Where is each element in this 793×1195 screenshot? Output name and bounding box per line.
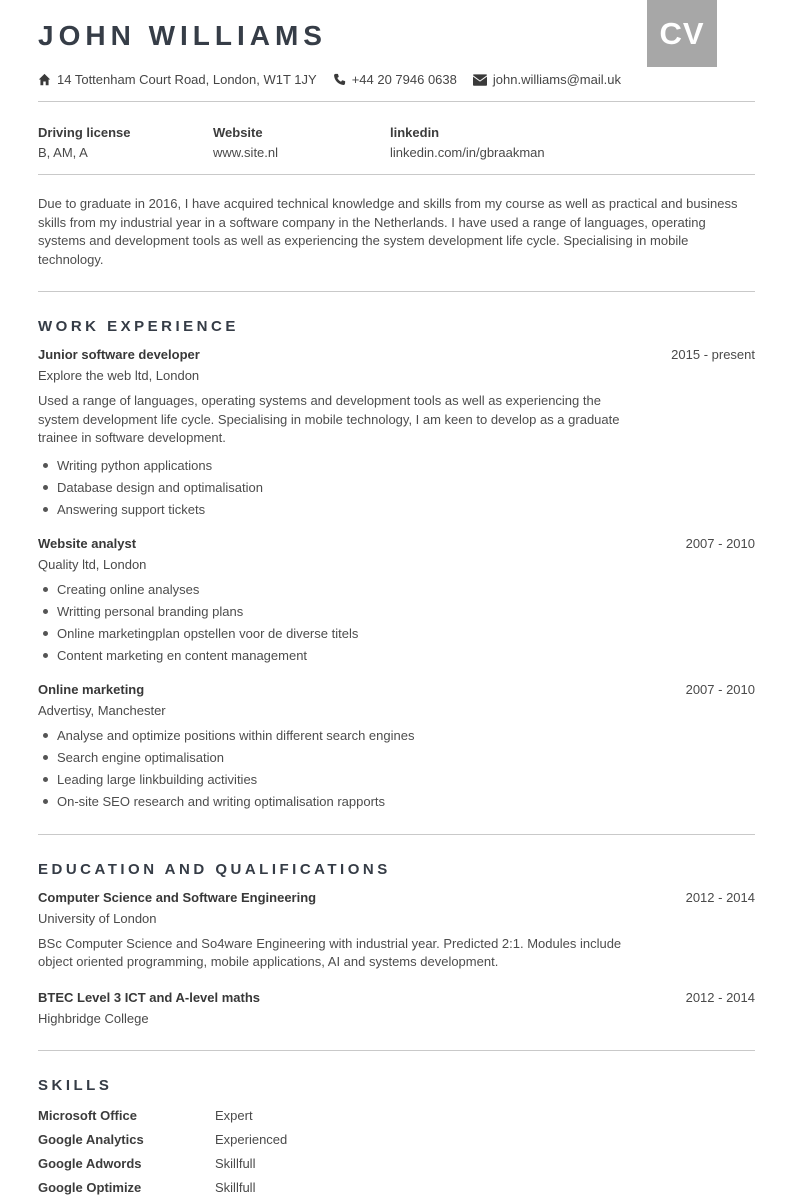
job-employer: Advertisy, Manchester bbox=[38, 702, 166, 718]
job-head bbox=[38, 682, 755, 697]
job-dates: 2007 - 2010 bbox=[685, 681, 755, 697]
skill-row bbox=[38, 1108, 755, 1123]
skill-row bbox=[38, 1156, 755, 1171]
job-entry bbox=[38, 682, 755, 810]
skill-level: Skillfull bbox=[215, 1155, 256, 1171]
job-head bbox=[38, 347, 755, 362]
detail-website bbox=[213, 115, 390, 160]
job-title: Junior software developer bbox=[38, 347, 200, 362]
education-head bbox=[38, 890, 755, 905]
job-bullet: Leading large linkbuilding activities bbox=[38, 771, 755, 788]
job-head bbox=[38, 536, 755, 551]
job-bullet: Analyse and optimize positions within different search engines bbox=[38, 727, 755, 744]
work-experience-section bbox=[38, 318, 755, 810]
job-employer: Quality ltd, London bbox=[38, 556, 147, 572]
detail-driving-license bbox=[38, 115, 213, 160]
job-dates: 2015 - present bbox=[671, 347, 755, 362]
job-bullet: Content marketing en content management bbox=[38, 647, 755, 664]
detail-value: www.site.nl bbox=[213, 145, 279, 160]
address-text: 14 Tottenham Court Road, London, W1T 1JY bbox=[57, 72, 317, 87]
education-section bbox=[38, 861, 755, 1026]
cv-badge: CV bbox=[647, 0, 717, 67]
skills-table bbox=[38, 1108, 755, 1195]
skill-level: Expert bbox=[215, 1107, 253, 1123]
education-entry bbox=[38, 890, 755, 972]
envelope-icon bbox=[473, 74, 487, 86]
detail-label: linkedin bbox=[390, 125, 440, 140]
section-heading-work: WORK EXPERIENCE bbox=[38, 318, 239, 335]
job-bullet: Writing python applications bbox=[38, 457, 755, 474]
section-heading-education: EDUCATION AND QUALIFICATIONS bbox=[38, 860, 391, 878]
education-entry bbox=[38, 990, 755, 1026]
detail-linkedin bbox=[390, 115, 755, 160]
job-entry bbox=[38, 536, 755, 664]
details-row bbox=[38, 102, 755, 174]
skill-row bbox=[38, 1132, 755, 1147]
job-entry bbox=[38, 347, 755, 518]
contact-phone bbox=[333, 72, 457, 87]
profile-summary: Due to graduate in 2016, I have acquired technical knowledge and skills from my course as well as practical and business skills from my industrial year in a software company in the Netherlands. I have used a range of languages, operating systems and development tools as well as experiencing the system development life cycle. Specialising in mobile technology. bbox=[38, 196, 738, 267]
job-employer: Explore the web ltd, London bbox=[38, 368, 200, 383]
email-text: john.williams@mail.uk bbox=[492, 72, 621, 87]
job-bullet: Creating online analyses bbox=[38, 581, 755, 598]
education-dates: 2012 - 2014 bbox=[685, 889, 755, 905]
divider bbox=[38, 291, 755, 292]
job-bullet: Search engine optimalisation bbox=[38, 749, 755, 766]
detail-value: B, AM, A bbox=[38, 145, 88, 160]
header bbox=[38, 0, 755, 87]
job-bullet-list bbox=[38, 457, 755, 518]
skill-name: Google Adwords bbox=[38, 1155, 142, 1171]
education-head bbox=[38, 990, 755, 1005]
job-title: Online marketing bbox=[38, 681, 145, 697]
home-icon bbox=[38, 73, 51, 86]
education-institution: Highbridge College bbox=[38, 1010, 149, 1026]
phone-icon bbox=[333, 73, 346, 86]
divider bbox=[38, 834, 755, 835]
phone-text: +44 20 7946 0638 bbox=[351, 72, 457, 87]
job-description: Used a range of languages, operating systems and development tools as well as experiencing the system development life cycle. Specialising in mobile technology, I am keen to develop as a graduate trainee in software development. bbox=[38, 393, 620, 445]
job-dates: 2007 - 2010 bbox=[685, 535, 755, 551]
skills-section bbox=[38, 1077, 755, 1195]
detail-label: Driving license bbox=[38, 125, 131, 140]
contact-address bbox=[38, 72, 317, 87]
section-heading-skills: SKILLS bbox=[38, 1076, 113, 1094]
skill-name: Microsoft Office bbox=[38, 1107, 137, 1123]
skill-name: Google Analytics bbox=[38, 1131, 144, 1147]
job-bullet: Writting personal branding plans bbox=[38, 603, 755, 620]
job-bullet: Answering support tickets bbox=[38, 501, 755, 518]
job-bullet: Online marketingplan opstellen voor de diverse titels bbox=[38, 625, 755, 642]
education-title: BTEC Level 3 ICT and A-level maths bbox=[38, 989, 261, 1005]
education-title: Computer Science and Software Engineering bbox=[38, 889, 317, 905]
education-dates: 2012 - 2014 bbox=[685, 989, 755, 1005]
education-description: BSc Computer Science and So4ware Engineering with industrial year. Predicted 2:1. Modules include object oriented programming, mobile applications, AI and systems development. bbox=[38, 935, 622, 969]
detail-label: Website bbox=[213, 125, 263, 140]
contact-row bbox=[38, 72, 755, 87]
skill-name: Google Optimize bbox=[38, 1179, 142, 1195]
job-title: Website analyst bbox=[38, 535, 137, 551]
person-name: JOHN WILLIAMS bbox=[38, 20, 327, 51]
job-bullet-list bbox=[38, 727, 755, 810]
divider bbox=[38, 1050, 755, 1051]
job-bullet: On-site SEO research and writing optimalisation rapports bbox=[38, 793, 755, 810]
skill-level: Experienced bbox=[215, 1131, 288, 1147]
skill-row bbox=[38, 1180, 755, 1195]
job-bullet-list bbox=[38, 581, 755, 664]
skill-level: Skillfull bbox=[215, 1179, 256, 1195]
job-bullet: Database design and optimalisation bbox=[38, 479, 755, 496]
education-institution: University of London bbox=[38, 910, 157, 926]
detail-value: linkedin.com/in/gbraakman bbox=[390, 145, 545, 160]
contact-email bbox=[473, 72, 621, 87]
